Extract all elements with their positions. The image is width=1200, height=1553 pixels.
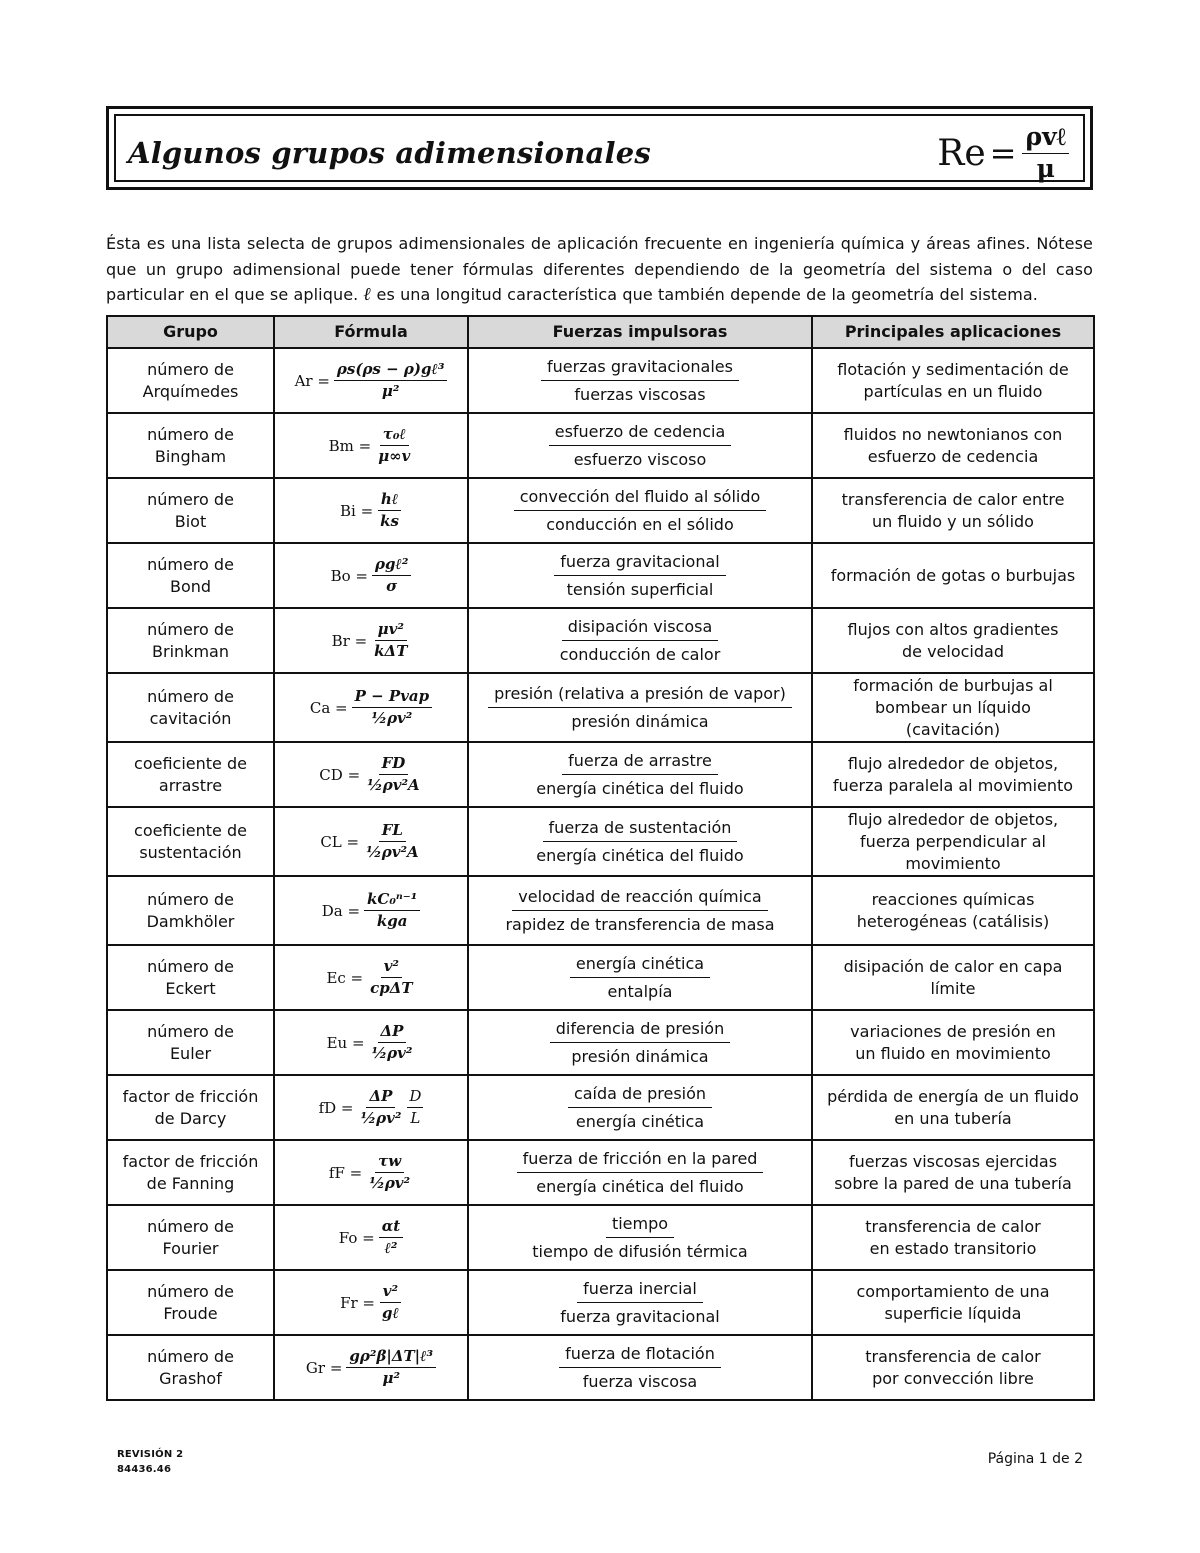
formula bbox=[320, 821, 421, 862]
group-name-cell: coeficiente de sustentación bbox=[107, 807, 274, 876]
force-ratio bbox=[530, 751, 749, 799]
group-name-cell: número de Euler bbox=[107, 1010, 274, 1075]
force-numerator: diferencia de presión bbox=[550, 1019, 730, 1043]
application-cell: disipación de calor en capa límite bbox=[812, 945, 1094, 1010]
reynolds-equals: = bbox=[989, 134, 1017, 172]
application-cell: flotación y sedimentación de partículas en un fluido bbox=[812, 348, 1094, 413]
intro-text-after: es una longitud característica que también depende de la geometría del sistema. bbox=[376, 285, 1038, 304]
formula-fraction bbox=[364, 754, 423, 795]
formula-fraction bbox=[375, 425, 413, 466]
driving-forces-cell bbox=[468, 608, 812, 673]
formula-lhs: Eu = bbox=[326, 1033, 365, 1052]
formula bbox=[319, 754, 422, 795]
formula bbox=[326, 957, 415, 998]
group-name-cell: número de Grashof bbox=[107, 1335, 274, 1400]
driving-forces-cell bbox=[468, 673, 812, 742]
formula-cell bbox=[274, 1075, 468, 1140]
application-cell: variaciones de presión en un fluido en movimiento bbox=[812, 1010, 1094, 1075]
force-denominator: presión dinámica bbox=[571, 1047, 709, 1066]
group-name-cell: número de Bond bbox=[107, 543, 274, 608]
formula-denominator: μ² bbox=[381, 382, 400, 400]
formula-lhs: CL = bbox=[320, 832, 360, 851]
formula-numerator: hℓ bbox=[378, 490, 401, 511]
force-denominator: energía cinética del fluido bbox=[536, 779, 744, 798]
header-formula: Fórmula bbox=[274, 316, 468, 348]
application-cell: formación de gotas o burbujas bbox=[812, 543, 1094, 608]
force-numerator: fuerza de flotación bbox=[559, 1344, 721, 1368]
formula-denominator: ½ρv² bbox=[371, 709, 413, 727]
formula-numerator: kC₀ⁿ⁻¹ bbox=[364, 890, 420, 911]
formula bbox=[340, 490, 402, 531]
formula-denominator: gℓ bbox=[382, 1304, 399, 1322]
intro-paragraph bbox=[106, 231, 1093, 308]
force-denominator: conducción de calor bbox=[559, 645, 721, 664]
formula-lhs: Ca = bbox=[309, 698, 348, 717]
formula-numerator: gρ²β|ΔT|ℓ³ bbox=[346, 1347, 436, 1368]
application-cell: flujo alrededor de objetos, fuerza perpendicular al movimiento bbox=[812, 807, 1094, 876]
driving-forces-cell bbox=[468, 945, 812, 1010]
formula-lhs: CD = bbox=[319, 765, 361, 784]
formula-numerator: v² bbox=[380, 1282, 401, 1303]
driving-forces-cell bbox=[468, 348, 812, 413]
formula-cell bbox=[274, 1205, 468, 1270]
application-cell: pérdida de energía de un fluido en una tubería bbox=[812, 1075, 1094, 1140]
formula-fraction bbox=[334, 360, 448, 401]
formula-denominator: ℓ² bbox=[384, 1239, 398, 1257]
group-name-cell: número de Fourier bbox=[107, 1205, 274, 1270]
reynolds-lhs: Re bbox=[937, 132, 986, 174]
formula-cell bbox=[274, 1140, 468, 1205]
driving-forces-cell bbox=[468, 543, 812, 608]
force-numerator: fuerza inercial bbox=[577, 1279, 703, 1303]
formula-numerator: FD bbox=[379, 754, 409, 775]
formula-numerator: P − Pvap bbox=[352, 687, 433, 708]
driving-forces-cell bbox=[468, 742, 812, 807]
force-denominator: fuerza viscosa bbox=[582, 1372, 698, 1391]
table-row bbox=[107, 478, 1094, 543]
formula-fraction bbox=[364, 890, 420, 931]
group-name-cell: número de Damkhöler bbox=[107, 876, 274, 945]
formula-lhs: Gr = bbox=[305, 1358, 343, 1377]
force-ratio bbox=[550, 1019, 730, 1067]
group-name-cell: número de Bingham bbox=[107, 413, 274, 478]
force-ratio bbox=[530, 818, 749, 866]
formula-extra-denominator: L bbox=[410, 1109, 421, 1127]
group-name-cell: número de Arquímedes bbox=[107, 348, 274, 413]
formula-cell bbox=[274, 742, 468, 807]
formula-numerator: τ₀ℓ bbox=[380, 425, 409, 446]
formula-cell bbox=[274, 945, 468, 1010]
force-numerator: fuerza de fricción en la pared bbox=[517, 1149, 764, 1173]
table-row bbox=[107, 608, 1094, 673]
formula-lhs: Bo = bbox=[330, 566, 368, 585]
force-numerator: disipación viscosa bbox=[562, 617, 719, 641]
formula-numerator: αt bbox=[379, 1217, 403, 1238]
application-cell: formación de burbujas al bombear un líquido (cavitación) bbox=[812, 673, 1094, 742]
formula-denominator: μ∞v bbox=[378, 447, 411, 465]
formula-fraction bbox=[371, 620, 410, 661]
table-row bbox=[107, 1140, 1094, 1205]
table-row bbox=[107, 348, 1094, 413]
formula-lhs: fF = bbox=[328, 1163, 363, 1182]
force-denominator: energía cinética bbox=[575, 1112, 705, 1131]
force-ratio bbox=[554, 1279, 725, 1327]
formula-denominator: ½ρv² bbox=[369, 1174, 411, 1192]
reynolds-denominator: μ bbox=[1036, 153, 1055, 183]
force-denominator: tensión superficial bbox=[566, 580, 714, 599]
group-name-cell: coeficiente de arrastre bbox=[107, 742, 274, 807]
force-numerator: velocidad de reacción química bbox=[512, 887, 767, 911]
driving-forces-cell bbox=[468, 807, 812, 876]
application-cell: transferencia de calor en estado transitorio bbox=[812, 1205, 1094, 1270]
formula-fraction bbox=[352, 687, 433, 728]
table-row bbox=[107, 1010, 1094, 1075]
intro-text-before: Ésta es una lista selecta de grupos adimensionales de aplicación frecuente en ingeniería química y áreas afines. Nótese que un grupo adimensional puede tener fórmulas diferentes dependiendo de la geometría del sistema o del caso particular en el que se aplique. bbox=[106, 234, 1093, 304]
formula-lhs: Br = bbox=[331, 631, 368, 650]
formula-cell bbox=[274, 478, 468, 543]
force-denominator: esfuerzo viscoso bbox=[573, 450, 707, 469]
formula-denominator: ½ρv² bbox=[371, 1044, 413, 1062]
reynolds-fraction bbox=[1022, 123, 1069, 184]
header-driving-forces: Fuerzas impulsoras bbox=[468, 316, 812, 348]
formula-numerator: ρgℓ² bbox=[372, 555, 411, 576]
application-cell: transferencia de calor por convección libre bbox=[812, 1335, 1094, 1400]
formula bbox=[327, 1022, 416, 1063]
force-ratio bbox=[554, 552, 725, 600]
force-ratio bbox=[549, 422, 732, 470]
formula bbox=[319, 1087, 424, 1128]
formula-denominator: ks bbox=[380, 512, 399, 530]
formula-denominator: cpΔT bbox=[370, 979, 413, 997]
group-name-cell: factor de fricción de Darcy bbox=[107, 1075, 274, 1140]
formula-fraction bbox=[346, 1347, 436, 1388]
title-box bbox=[106, 106, 1093, 190]
force-denominator: presión dinámica bbox=[571, 712, 709, 731]
force-denominator: fuerza gravitacional bbox=[560, 1307, 720, 1326]
driving-forces-cell bbox=[468, 1270, 812, 1335]
dimensionless-groups-table bbox=[106, 315, 1095, 1401]
force-ratio bbox=[568, 1084, 712, 1132]
group-name-cell: número de Brinkman bbox=[107, 608, 274, 673]
formula bbox=[340, 1282, 402, 1323]
header-applications: Principales aplicaciones bbox=[812, 316, 1094, 348]
formula bbox=[295, 360, 448, 401]
driving-forces-cell bbox=[468, 478, 812, 543]
group-name-cell: número de Eckert bbox=[107, 945, 274, 1010]
group-name-cell: número de Biot bbox=[107, 478, 274, 543]
formula-fraction bbox=[372, 555, 411, 596]
formula-fraction bbox=[367, 957, 415, 998]
reynolds-formula bbox=[937, 122, 1069, 184]
formula bbox=[329, 425, 414, 466]
formula bbox=[322, 890, 421, 931]
driving-forces-cell bbox=[468, 413, 812, 478]
table-row bbox=[107, 1270, 1094, 1335]
formula-fraction bbox=[366, 1152, 413, 1193]
force-ratio bbox=[488, 684, 792, 732]
header-group: Grupo bbox=[107, 316, 274, 348]
driving-forces-cell bbox=[468, 1335, 812, 1400]
force-numerator: fuerzas gravitacionales bbox=[541, 357, 739, 381]
formula-denominator: ½ρv²A bbox=[367, 776, 420, 794]
formula-cell bbox=[274, 413, 468, 478]
force-denominator: fuerzas viscosas bbox=[574, 385, 706, 404]
driving-forces-cell bbox=[468, 1010, 812, 1075]
page-title: Algunos grupos adimensionales bbox=[128, 136, 651, 170]
table-row bbox=[107, 1335, 1094, 1400]
formula bbox=[310, 687, 432, 728]
formula-numerator: FL bbox=[379, 821, 406, 842]
force-numerator: fuerza de sustentación bbox=[543, 818, 738, 842]
driving-forces-cell bbox=[468, 1205, 812, 1270]
table-row bbox=[107, 742, 1094, 807]
formula-lhs: Fr = bbox=[340, 1293, 375, 1312]
application-cell: transferencia de calor entre un fluido y un sólido bbox=[812, 478, 1094, 543]
formula-extra-fraction bbox=[407, 1087, 423, 1128]
formula-lhs: Bm = bbox=[328, 436, 372, 455]
force-numerator: caída de presión bbox=[568, 1084, 712, 1108]
reynolds-numerator: ρvℓ bbox=[1022, 123, 1069, 154]
formula-extra-numerator: D bbox=[407, 1087, 423, 1108]
table-row bbox=[107, 945, 1094, 1010]
table-row bbox=[107, 543, 1094, 608]
formula-cell bbox=[274, 1335, 468, 1400]
page-number: Página 1 de 2 bbox=[987, 1451, 1083, 1467]
formula-denominator: kga bbox=[376, 912, 408, 930]
formula-denominator: σ bbox=[386, 577, 398, 595]
formula-numerator: ρs(ρs − ρ)gℓ³ bbox=[334, 360, 448, 381]
formula-lhs: Bi = bbox=[339, 501, 374, 520]
formula bbox=[332, 620, 411, 661]
formula-fraction bbox=[377, 490, 402, 531]
formula-numerator: τw bbox=[375, 1152, 404, 1173]
formula-lhs: Da = bbox=[321, 901, 361, 920]
formula-denominator: ½ρv² bbox=[360, 1109, 402, 1127]
force-denominator: energía cinética del fluido bbox=[536, 1177, 744, 1196]
formula-numerator: v² bbox=[381, 957, 402, 978]
formula-fraction bbox=[369, 1022, 416, 1063]
force-numerator: energía cinética bbox=[570, 954, 710, 978]
formula-fraction bbox=[379, 1282, 402, 1323]
formula-denominator: kΔT bbox=[374, 642, 408, 660]
group-name-cell: número de cavitación bbox=[107, 673, 274, 742]
force-denominator: tiempo de difusión térmica bbox=[532, 1242, 748, 1261]
formula-lhs: Ar = bbox=[294, 371, 330, 390]
formula-denominator: μ² bbox=[382, 1369, 401, 1387]
formula bbox=[329, 1152, 413, 1193]
force-ratio bbox=[554, 617, 727, 665]
table-row bbox=[107, 807, 1094, 876]
force-numerator: fuerza gravitacional bbox=[554, 552, 725, 576]
length-symbol: ℓ bbox=[363, 284, 372, 305]
force-ratio bbox=[559, 1344, 721, 1392]
formula-numerator: ΔP bbox=[378, 1022, 407, 1043]
formula-cell bbox=[274, 673, 468, 742]
force-denominator: entalpía bbox=[607, 982, 673, 1001]
title-inner-frame bbox=[114, 114, 1085, 182]
table-row bbox=[107, 876, 1094, 945]
driving-forces-cell bbox=[468, 1140, 812, 1205]
force-ratio bbox=[514, 487, 767, 535]
group-name-cell: factor de fricción de Fanning bbox=[107, 1140, 274, 1205]
application-cell: fuerzas viscosas ejercidas sobre la pared de una tubería bbox=[812, 1140, 1094, 1205]
formula-fraction bbox=[379, 1217, 403, 1258]
formula-cell bbox=[274, 807, 468, 876]
table-row bbox=[107, 673, 1094, 742]
force-numerator: esfuerzo de cedencia bbox=[549, 422, 732, 446]
formula-cell bbox=[274, 543, 468, 608]
formula-lhs: fD = bbox=[318, 1098, 354, 1117]
formula bbox=[306, 1347, 436, 1388]
formula-fraction bbox=[363, 821, 422, 862]
formula-cell bbox=[274, 876, 468, 945]
formula bbox=[331, 555, 412, 596]
document-code: 84436.46 bbox=[117, 1464, 172, 1475]
formula-denominator: ½ρv²A bbox=[366, 843, 419, 861]
revision-info bbox=[117, 1447, 183, 1477]
formula-fraction bbox=[357, 1087, 404, 1128]
force-ratio bbox=[526, 1214, 753, 1262]
formula-cell bbox=[274, 348, 468, 413]
force-ratio bbox=[570, 954, 710, 1002]
formula-cell bbox=[274, 1010, 468, 1075]
force-denominator: energía cinética del fluido bbox=[536, 846, 744, 865]
formula-cell bbox=[274, 608, 468, 673]
force-numerator: convección del fluido al sólido bbox=[514, 487, 767, 511]
revision-label: REVISIÓN 2 bbox=[117, 1449, 184, 1460]
application-cell: reacciones químicas heterogéneas (catálisis) bbox=[812, 876, 1094, 945]
force-numerator: fuerza de arrastre bbox=[562, 751, 718, 775]
force-ratio bbox=[517, 1149, 764, 1197]
table-header-row bbox=[107, 316, 1094, 348]
application-cell: comportamiento de una superficie líquida bbox=[812, 1270, 1094, 1335]
force-numerator: tiempo bbox=[606, 1214, 674, 1238]
application-cell: flujos con altos gradientes de velocidad bbox=[812, 608, 1094, 673]
driving-forces-cell bbox=[468, 1075, 812, 1140]
driving-forces-cell bbox=[468, 876, 812, 945]
force-numerator: presión (relativa a presión de vapor) bbox=[488, 684, 792, 708]
force-ratio bbox=[541, 357, 739, 405]
table-row bbox=[107, 1075, 1094, 1140]
table-body bbox=[107, 348, 1094, 1400]
application-cell: fluidos no newtonianos con esfuerzo de cedencia bbox=[812, 413, 1094, 478]
force-denominator: conducción en el sólido bbox=[546, 515, 734, 534]
formula-cell bbox=[274, 1270, 468, 1335]
group-name-cell: número de Froude bbox=[107, 1270, 274, 1335]
formula-lhs: Ec = bbox=[326, 968, 364, 987]
application-cell: flujo alrededor de objetos, fuerza paralela al movimiento bbox=[812, 742, 1094, 807]
formula-numerator: μv² bbox=[375, 620, 407, 641]
formula-lhs: Fo = bbox=[338, 1228, 375, 1247]
force-ratio bbox=[499, 887, 780, 935]
formula bbox=[339, 1217, 403, 1258]
table-row bbox=[107, 413, 1094, 478]
force-denominator: rapidez de transferencia de masa bbox=[505, 915, 775, 934]
table-row bbox=[107, 1205, 1094, 1270]
formula-numerator: ΔP bbox=[366, 1087, 395, 1108]
